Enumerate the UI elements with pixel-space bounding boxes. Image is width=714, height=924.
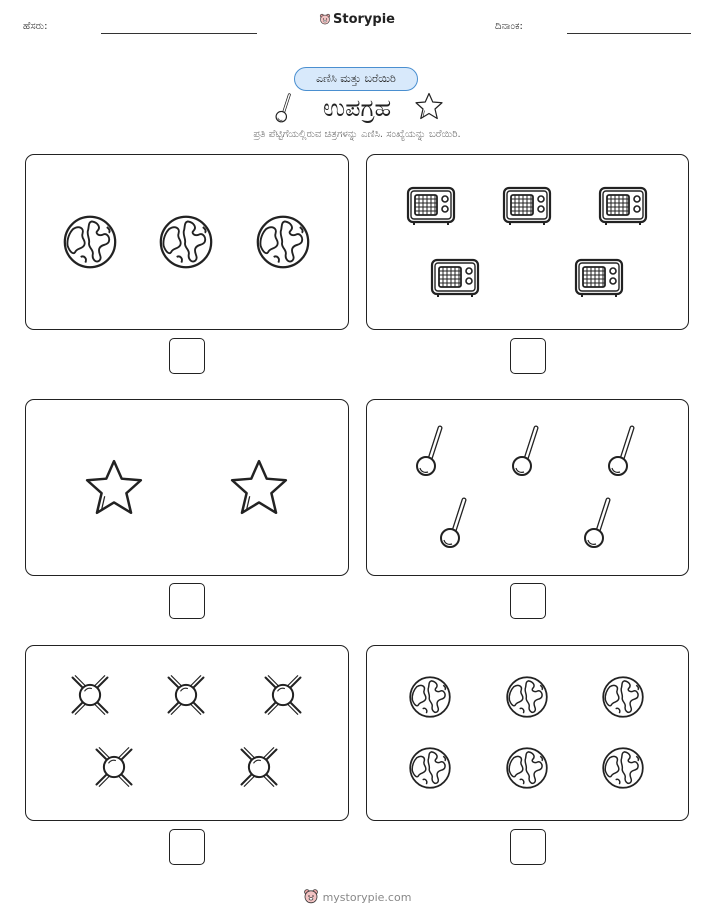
name-label: ಹೆಸರು: xyxy=(23,21,48,32)
date-line[interactable] xyxy=(567,33,691,34)
earth-icon xyxy=(408,675,452,719)
bear-logo-icon xyxy=(319,13,331,25)
star-icon xyxy=(414,92,444,121)
star-icon xyxy=(83,458,145,518)
count-box-3 xyxy=(25,399,349,576)
count-box-2 xyxy=(366,154,689,330)
radio-icon xyxy=(574,256,624,298)
earth-icon xyxy=(408,746,452,790)
radio-icon xyxy=(598,184,648,226)
activity-badge: ಎಣಿಸಿ ಮತ್ತು ಬರೆಯಿರಿ xyxy=(294,67,418,91)
meteor-icon xyxy=(606,425,636,477)
answer-box-1[interactable] xyxy=(169,338,205,374)
count-box-6 xyxy=(366,645,689,821)
satellite-icon xyxy=(91,744,137,790)
brand-name: Storypie xyxy=(333,12,395,27)
brand-header xyxy=(0,12,714,27)
page-title: ಉಪಗ್ರಹ xyxy=(322,94,392,122)
footer xyxy=(0,888,714,904)
earth-icon xyxy=(158,214,214,270)
meteor-icon xyxy=(582,497,612,549)
meteor-icon xyxy=(414,425,444,477)
satellite-icon xyxy=(163,672,209,718)
answer-box-4[interactable] xyxy=(510,583,546,619)
meteor-icon xyxy=(438,497,468,549)
instructions: ಪ್ರತಿ ಪೆಟ್ಟಿಗೆಯಲ್ಲಿರುವ ಚಿತ್ರಗಳನ್ನು ಎಣಿಸಿ. ಸಂಖ್ಯೆಯನ್ನು ಬರೆಯಿರಿ. xyxy=(253,129,461,140)
satellite-icon xyxy=(67,672,113,718)
answer-box-2[interactable] xyxy=(510,338,546,374)
star-icon xyxy=(228,458,290,518)
earth-icon xyxy=(601,675,645,719)
satellite-icon xyxy=(260,672,306,718)
satellite-icon xyxy=(236,744,282,790)
earth-icon xyxy=(601,746,645,790)
answer-box-5[interactable] xyxy=(169,829,205,865)
radio-icon xyxy=(406,184,456,226)
earth-icon xyxy=(255,214,311,270)
answer-box-3[interactable] xyxy=(169,583,205,619)
radio-icon xyxy=(502,184,552,226)
bear-logo-icon xyxy=(303,888,319,904)
footer-website[interactable]: mystorypie.com xyxy=(322,891,412,904)
name-line[interactable] xyxy=(101,33,257,34)
date-label: ದಿನಾಂಕ: xyxy=(495,21,523,32)
radio-icon xyxy=(430,256,480,298)
earth-icon xyxy=(505,675,549,719)
meteor-icon xyxy=(510,425,540,477)
answer-box-6[interactable] xyxy=(510,829,546,865)
earth-icon xyxy=(62,214,118,270)
earth-icon xyxy=(505,746,549,790)
